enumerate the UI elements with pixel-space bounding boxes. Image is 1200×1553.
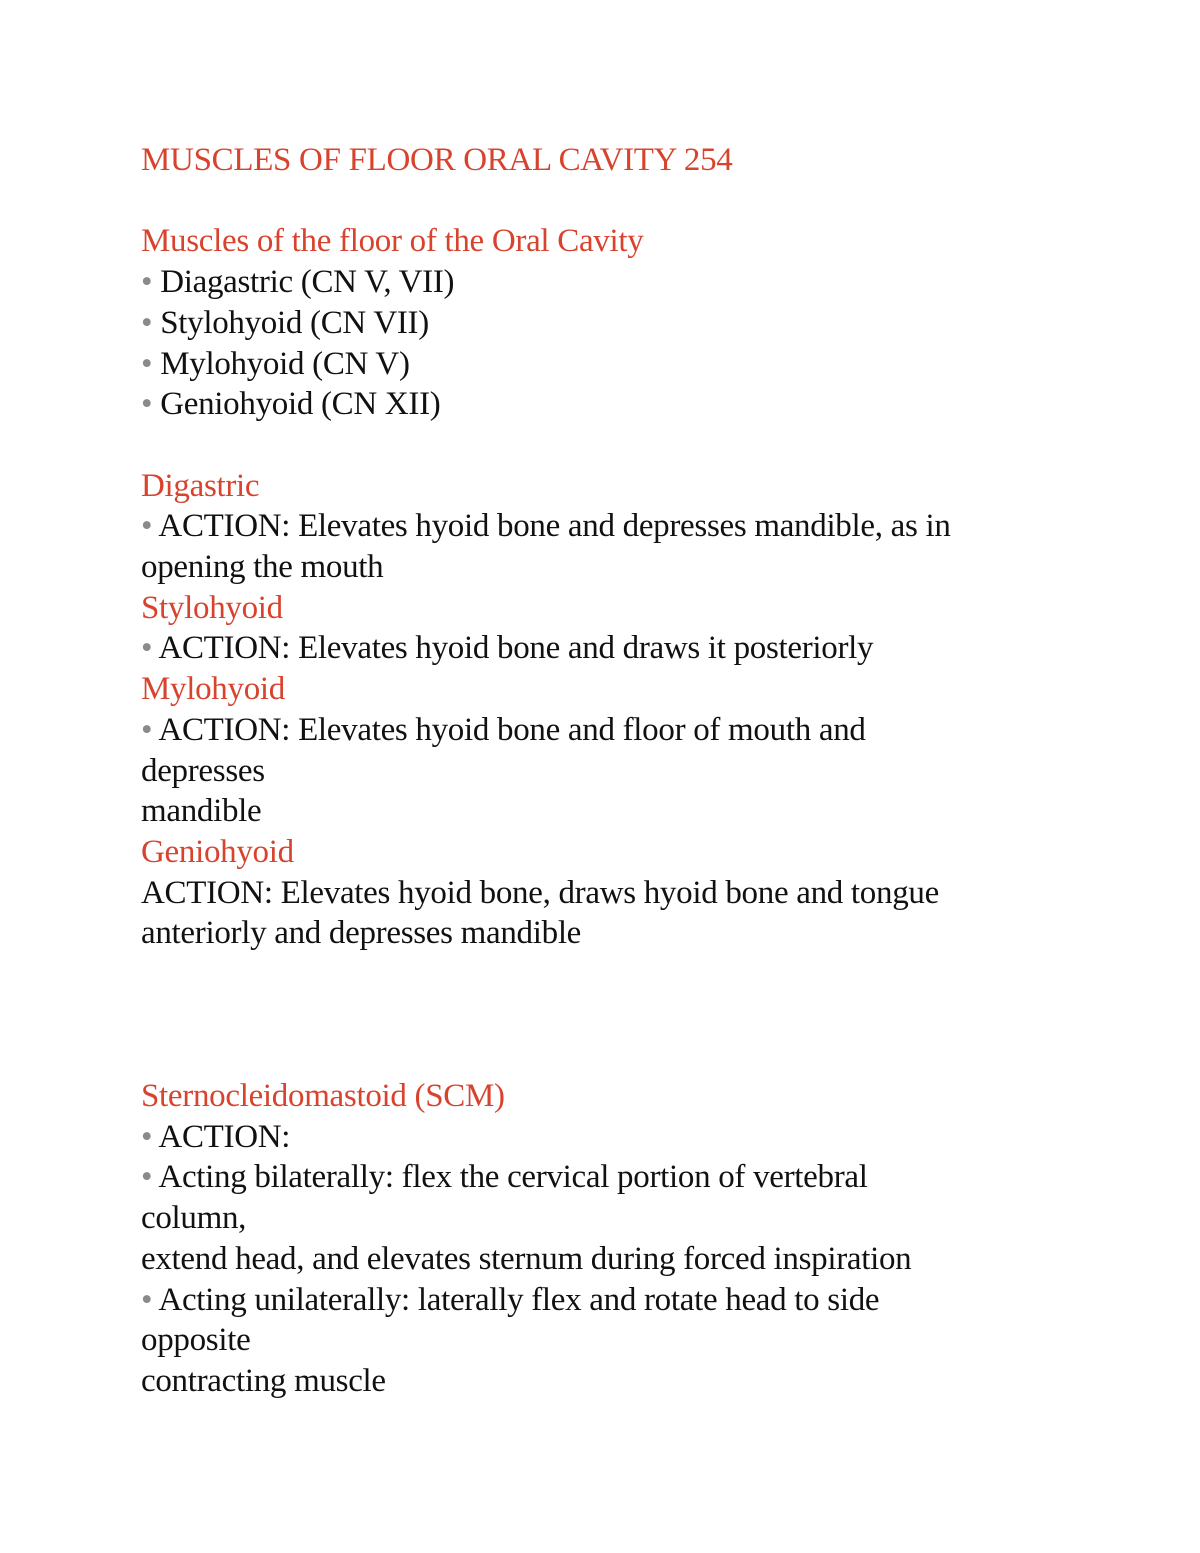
document-page xyxy=(141,140,1141,1402)
overview-heading: Muscles of the floor of the Oral Cavity xyxy=(141,223,644,260)
digastric-heading: Digastric xyxy=(141,467,260,504)
scm-action xyxy=(141,1117,1141,1158)
bullet-icon: • xyxy=(141,711,153,748)
mylohyoid-action-text: ACTION: Elevates hyoid bone and floor of mouth and xyxy=(158,711,866,748)
bullet-icon: • xyxy=(141,1118,153,1155)
overview-item xyxy=(141,344,1141,385)
scm-heading: Sternocleidomastoid (SCM) xyxy=(141,1078,505,1115)
stylohyoid-heading: Stylohyoid xyxy=(141,589,283,626)
scm-bilateral-continued: column, xyxy=(141,1200,247,1237)
spacer xyxy=(141,954,1141,1076)
overview-item-text: Geniohyoid (CN XII) xyxy=(160,386,441,423)
overview-item xyxy=(141,262,1141,303)
stylohyoid-action xyxy=(141,628,1141,669)
geniohyoid-action: ACTION: Elevates hyoid bone, draws hyoid bone and tongue xyxy=(141,874,939,911)
overview-item xyxy=(141,303,1141,344)
scm-bilateral-continued: extend head, and elevates sternum during forced inspiration xyxy=(141,1240,912,1277)
geniohyoid-heading: Geniohyoid xyxy=(141,833,294,870)
bullet-icon: • xyxy=(141,508,153,545)
mylohyoid-action xyxy=(141,710,1141,751)
scm-unilateral xyxy=(141,1280,1141,1321)
bullet-icon: • xyxy=(141,630,153,667)
document-title: MUSCLES OF FLOOR ORAL CAVITY 254 xyxy=(141,142,733,178)
spacer xyxy=(141,181,1141,222)
overview-item-text: Mylohyoid (CN V) xyxy=(160,345,410,382)
overview-item-text: Diagastric (CN V, VII) xyxy=(160,264,455,301)
scm-bilateral-text: Acting bilaterally: flex the cervical portion of vertebral xyxy=(158,1159,868,1196)
mylohyoid-action-continued: mandible xyxy=(141,793,262,830)
bullet-icon: • xyxy=(141,345,153,382)
scm-unilateral-continued: contracting muscle xyxy=(141,1362,386,1399)
bullet-icon: • xyxy=(141,304,153,341)
bullet-icon: • xyxy=(141,1281,153,1318)
scm-unilateral-text: Acting unilaterally: laterally flex and rotate head to side xyxy=(158,1281,880,1318)
stylohyoid-action-text: ACTION: Elevates hyoid bone and draws it posteriorly xyxy=(158,630,874,667)
mylohyoid-heading: Mylohyoid xyxy=(141,671,285,708)
geniohyoid-action-continued: anteriorly and depresses mandible xyxy=(141,915,582,952)
digastric-action-text: ACTION: Elevates hyoid bone and depresses mandible, as in xyxy=(158,508,951,545)
scm-bilateral xyxy=(141,1157,1141,1198)
scm-action-text: ACTION: xyxy=(158,1118,291,1155)
overview-item xyxy=(141,384,1141,425)
bullet-icon: • xyxy=(141,1159,153,1196)
digastric-action-continued: opening the mouth xyxy=(141,549,384,585)
digastric-action xyxy=(141,506,1141,547)
bullet-icon: • xyxy=(141,386,153,423)
scm-unilateral-continued: opposite xyxy=(141,1322,251,1359)
bullet-icon: • xyxy=(141,264,153,301)
overview-item-text: Stylohyoid (CN VII) xyxy=(160,304,429,341)
spacer xyxy=(141,425,1141,466)
mylohyoid-action-continued: depresses xyxy=(141,752,265,789)
